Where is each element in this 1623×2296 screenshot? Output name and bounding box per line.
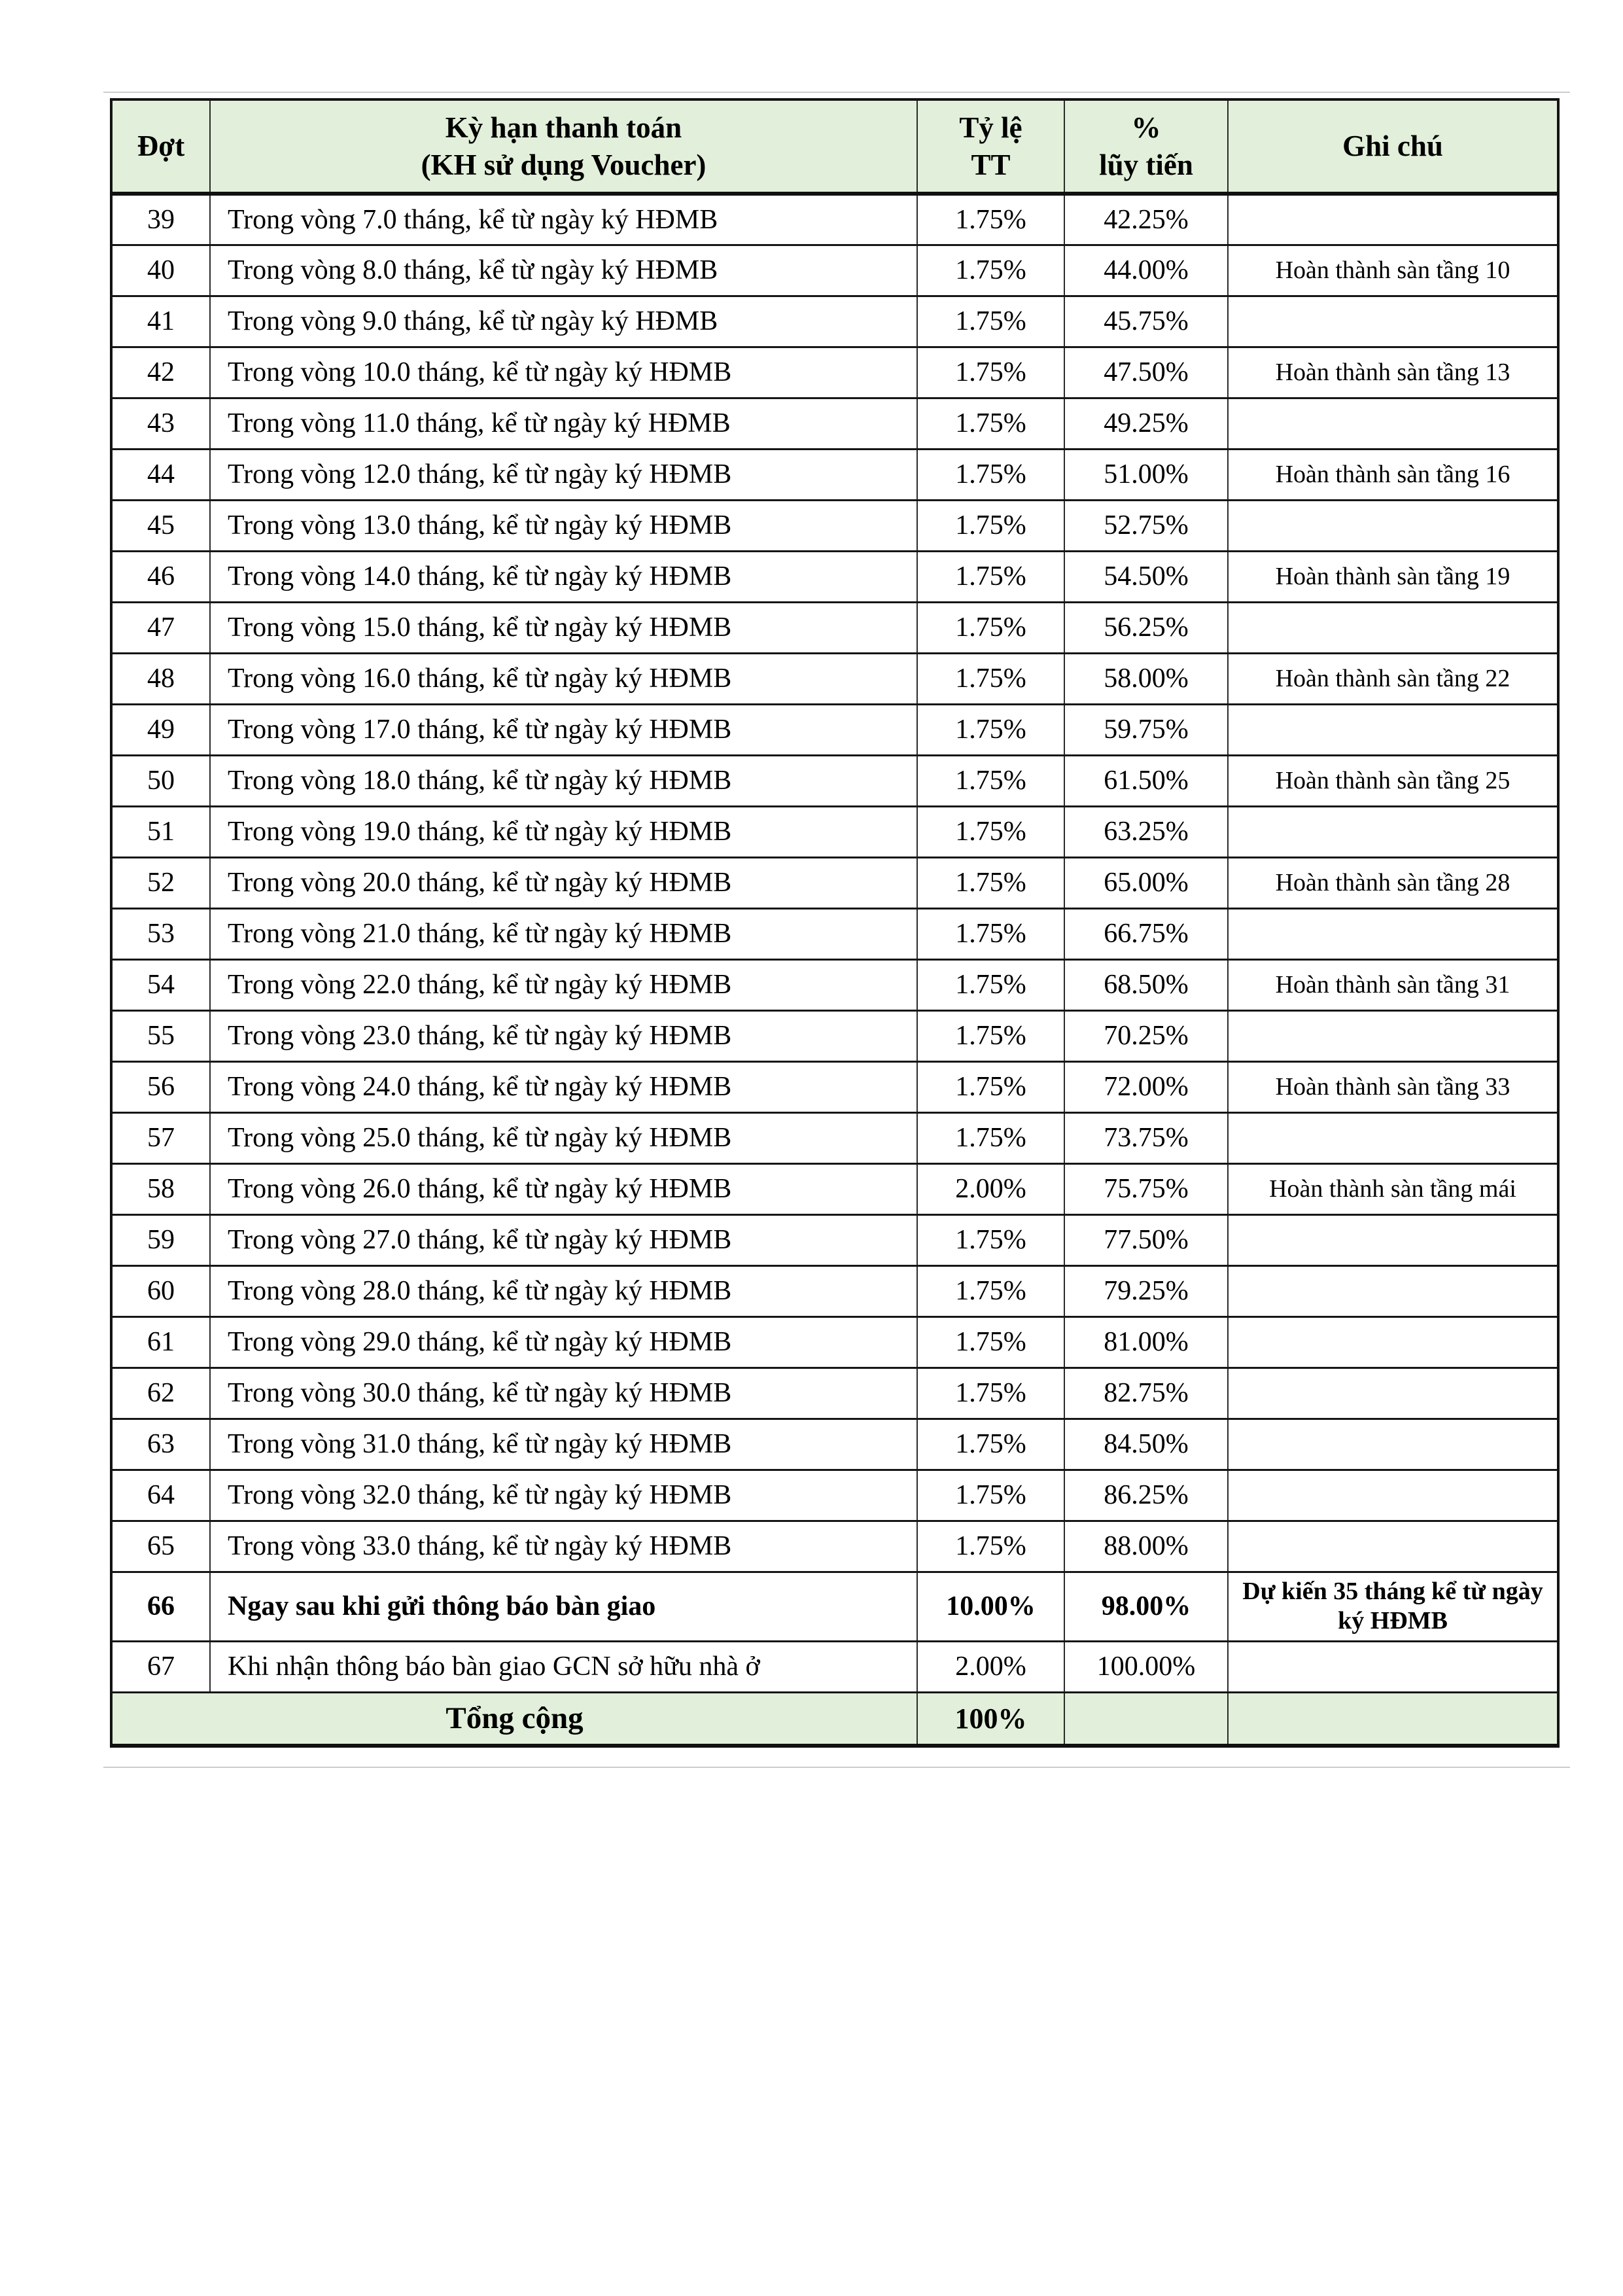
table-row <box>111 347 1558 398</box>
total-row <box>111 1692 1558 1746</box>
row-rate: 1.75% <box>917 347 1064 398</box>
row-dot: 48 <box>111 653 210 704</box>
row-term: Trong vòng 18.0 tháng, kể từ ngày ký HĐMB <box>210 755 917 806</box>
row-note <box>1228 704 1558 755</box>
row-term: Trong vòng 30.0 tháng, kể từ ngày ký HĐMB <box>210 1368 917 1419</box>
total-cumulative <box>1064 1692 1228 1746</box>
row-cumulative: 65.00% <box>1064 857 1228 908</box>
row-rate: 1.75% <box>917 1214 1064 1265</box>
row-term: Trong vòng 19.0 tháng, kể từ ngày ký HĐMB <box>210 806 917 857</box>
row-term: Trong vòng 26.0 tháng, kể từ ngày ký HĐMB <box>210 1163 917 1214</box>
row-cumulative: 84.50% <box>1064 1419 1228 1470</box>
col-header-term-line2: (KH sử dụng Voucher) <box>421 148 707 181</box>
col-header-dot <box>111 99 210 194</box>
row-dot: 44 <box>111 449 210 500</box>
table-row <box>111 959 1558 1010</box>
row-cumulative: 58.00% <box>1064 653 1228 704</box>
row-dot: 42 <box>111 347 210 398</box>
row-cumulative: 86.25% <box>1064 1470 1228 1521</box>
faint-gridline-top <box>103 92 1570 93</box>
total-note <box>1228 1692 1558 1746</box>
row-dot: 50 <box>111 755 210 806</box>
row-cumulative: 49.25% <box>1064 398 1228 449</box>
row-cumulative: 100.00% <box>1064 1641 1228 1692</box>
row-cumulative: 56.25% <box>1064 602 1228 653</box>
row-note <box>1228 602 1558 653</box>
row-term: Trong vòng 28.0 tháng, kể từ ngày ký HĐMB <box>210 1265 917 1316</box>
row-note <box>1228 1316 1558 1368</box>
row-note <box>1228 1419 1558 1470</box>
col-header-term-line1: Kỳ hạn thanh toán <box>445 111 682 145</box>
row-term: Trong vòng 17.0 tháng, kể từ ngày ký HĐMB <box>210 704 917 755</box>
col-header-cumulative <box>1064 99 1228 194</box>
row-rate: 1.75% <box>917 908 1064 959</box>
row-term: Trong vòng 25.0 tháng, kể từ ngày ký HĐMB <box>210 1112 917 1163</box>
col-header-cumulative-line1: % <box>1131 111 1161 145</box>
row-rate: 1.75% <box>917 1521 1064 1572</box>
row-note <box>1228 908 1558 959</box>
table-row <box>111 1265 1558 1316</box>
table-body <box>111 194 1558 1692</box>
col-header-cumulative-line2: lũy tiến <box>1099 148 1193 181</box>
table-row <box>111 755 1558 806</box>
row-term: Khi nhận thông báo bàn giao GCN sở hữu nhà ở <box>210 1641 917 1692</box>
row-term: Trong vòng 15.0 tháng, kể từ ngày ký HĐMB <box>210 602 917 653</box>
table-footer <box>111 1692 1558 1746</box>
row-term: Trong vòng 20.0 tháng, kể từ ngày ký HĐMB <box>210 857 917 908</box>
row-note: Hoàn thành sàn tầng 19 <box>1228 551 1558 602</box>
total-label: Tổng cộng <box>111 1692 917 1746</box>
row-rate: 1.75% <box>917 1265 1064 1316</box>
col-header-note <box>1228 99 1558 194</box>
row-note <box>1228 398 1558 449</box>
row-dot: 59 <box>111 1214 210 1265</box>
row-dot: 49 <box>111 704 210 755</box>
row-dot: 40 <box>111 245 210 296</box>
row-note: Hoàn thành sàn tầng 13 <box>1228 347 1558 398</box>
total-rate: 100% <box>917 1692 1064 1746</box>
row-note <box>1228 500 1558 551</box>
row-dot: 46 <box>111 551 210 602</box>
table-row <box>111 857 1558 908</box>
row-rate: 1.75% <box>917 245 1064 296</box>
row-term: Trong vòng 8.0 tháng, kể từ ngày ký HĐMB <box>210 245 917 296</box>
row-note: Hoàn thành sàn tầng 28 <box>1228 857 1558 908</box>
table-row <box>111 551 1558 602</box>
table-row <box>111 1368 1558 1419</box>
row-dot: 61 <box>111 1316 210 1368</box>
row-rate: 1.75% <box>917 1061 1064 1112</box>
table-row <box>111 1112 1558 1163</box>
table-row <box>111 1641 1558 1692</box>
row-rate: 1.75% <box>917 1112 1064 1163</box>
row-rate: 1.75% <box>917 500 1064 551</box>
row-dot: 62 <box>111 1368 210 1419</box>
row-term: Trong vòng 31.0 tháng, kể từ ngày ký HĐMB <box>210 1419 917 1470</box>
row-cumulative: 68.50% <box>1064 959 1228 1010</box>
col-header-term <box>210 99 917 194</box>
row-rate: 1.75% <box>917 551 1064 602</box>
row-note <box>1228 1010 1558 1061</box>
row-dot: 43 <box>111 398 210 449</box>
row-rate: 1.75% <box>917 296 1064 347</box>
header-row <box>111 99 1558 194</box>
row-dot: 53 <box>111 908 210 959</box>
row-cumulative: 70.25% <box>1064 1010 1228 1061</box>
row-note <box>1228 1470 1558 1521</box>
col-header-dot-label: Đợt <box>137 130 185 163</box>
row-note: Hoàn thành sàn tầng 33 <box>1228 1061 1558 1112</box>
table-row <box>111 704 1558 755</box>
row-dot: 54 <box>111 959 210 1010</box>
row-cumulative: 81.00% <box>1064 1316 1228 1368</box>
row-dot: 39 <box>111 194 210 245</box>
table-header <box>111 99 1558 194</box>
row-cumulative: 61.50% <box>1064 755 1228 806</box>
row-note <box>1228 1112 1558 1163</box>
row-cumulative: 45.75% <box>1064 296 1228 347</box>
table-row <box>111 1010 1558 1061</box>
row-term: Trong vòng 29.0 tháng, kể từ ngày ký HĐMB <box>210 1316 917 1368</box>
row-dot: 60 <box>111 1265 210 1316</box>
row-term: Trong vòng 16.0 tháng, kể từ ngày ký HĐMB <box>210 653 917 704</box>
row-rate: 2.00% <box>917 1163 1064 1214</box>
col-header-rate <box>917 99 1064 194</box>
row-note <box>1228 1265 1558 1316</box>
row-rate: 1.75% <box>917 704 1064 755</box>
table-row <box>111 602 1558 653</box>
row-term: Trong vòng 13.0 tháng, kể từ ngày ký HĐMB <box>210 500 917 551</box>
row-rate: 1.75% <box>917 602 1064 653</box>
row-cumulative: 59.75% <box>1064 704 1228 755</box>
table-row <box>111 398 1558 449</box>
row-term: Trong vòng 24.0 tháng, kể từ ngày ký HĐMB <box>210 1061 917 1112</box>
row-rate: 1.75% <box>917 653 1064 704</box>
col-header-rate-line2: TT <box>971 148 1011 181</box>
row-rate: 1.75% <box>917 1010 1064 1061</box>
row-cumulative: 82.75% <box>1064 1368 1228 1419</box>
table-row <box>111 1521 1558 1572</box>
table-row <box>111 908 1558 959</box>
table-row <box>111 806 1558 857</box>
row-note <box>1228 1521 1558 1572</box>
row-note <box>1228 1641 1558 1692</box>
row-rate: 1.75% <box>917 1316 1064 1368</box>
row-dot: 56 <box>111 1061 210 1112</box>
row-note <box>1228 194 1558 245</box>
row-cumulative: 72.00% <box>1064 1061 1228 1112</box>
row-note <box>1228 296 1558 347</box>
row-rate: 1.75% <box>917 1470 1064 1521</box>
row-cumulative: 44.00% <box>1064 245 1228 296</box>
row-cumulative: 47.50% <box>1064 347 1228 398</box>
row-term: Trong vòng 27.0 tháng, kể từ ngày ký HĐMB <box>210 1214 917 1265</box>
payment-schedule-table <box>110 98 1560 1748</box>
row-cumulative: 98.00% <box>1064 1572 1228 1641</box>
row-cumulative: 63.25% <box>1064 806 1228 857</box>
row-dot: 51 <box>111 806 210 857</box>
row-rate: 1.75% <box>917 857 1064 908</box>
table-row <box>111 653 1558 704</box>
row-rate: 1.75% <box>917 398 1064 449</box>
row-cumulative: 75.75% <box>1064 1163 1228 1214</box>
row-term: Trong vòng 9.0 tháng, kể từ ngày ký HĐMB <box>210 296 917 347</box>
row-rate: 1.75% <box>917 806 1064 857</box>
row-term: Trong vòng 21.0 tháng, kể từ ngày ký HĐMB <box>210 908 917 959</box>
row-note <box>1228 1368 1558 1419</box>
row-dot: 66 <box>111 1572 210 1641</box>
row-note: Hoàn thành sàn tầng 16 <box>1228 449 1558 500</box>
row-cumulative: 42.25% <box>1064 194 1228 245</box>
row-rate: 2.00% <box>917 1641 1064 1692</box>
faint-gridline-bottom <box>103 1767 1570 1768</box>
row-dot: 57 <box>111 1112 210 1163</box>
row-term: Trong vòng 10.0 tháng, kể từ ngày ký HĐMB <box>210 347 917 398</box>
row-dot: 67 <box>111 1641 210 1692</box>
row-term: Trong vòng 12.0 tháng, kể từ ngày ký HĐMB <box>210 449 917 500</box>
row-rate: 1.75% <box>917 1368 1064 1419</box>
row-cumulative: 51.00% <box>1064 449 1228 500</box>
table-row <box>111 1470 1558 1521</box>
row-rate: 1.75% <box>917 449 1064 500</box>
table-row <box>111 1572 1558 1641</box>
row-note: Hoàn thành sàn tầng 22 <box>1228 653 1558 704</box>
row-term: Trong vòng 22.0 tháng, kể từ ngày ký HĐMB <box>210 959 917 1010</box>
row-term: Ngay sau khi gửi thông báo bàn giao <box>210 1572 917 1641</box>
row-note: Hoàn thành sàn tầng 25 <box>1228 755 1558 806</box>
table-row <box>111 296 1558 347</box>
row-dot: 64 <box>111 1470 210 1521</box>
row-cumulative: 79.25% <box>1064 1265 1228 1316</box>
row-rate: 10.00% <box>917 1572 1064 1641</box>
row-dot: 47 <box>111 602 210 653</box>
col-header-rate-line1: Tỷ lệ <box>959 111 1022 145</box>
row-term: Trong vòng 14.0 tháng, kể từ ngày ký HĐMB <box>210 551 917 602</box>
row-cumulative: 52.75% <box>1064 500 1228 551</box>
row-note: Hoàn thành sàn tầng 31 <box>1228 959 1558 1010</box>
row-note: Dự kiến 35 tháng kể từ ngày ký HĐMB <box>1228 1572 1558 1641</box>
row-term: Trong vòng 32.0 tháng, kể từ ngày ký HĐMB <box>210 1470 917 1521</box>
row-term: Trong vòng 33.0 tháng, kể từ ngày ký HĐMB <box>210 1521 917 1572</box>
table-row <box>111 194 1558 245</box>
row-rate: 1.75% <box>917 959 1064 1010</box>
table-row <box>111 245 1558 296</box>
row-term: Trong vòng 11.0 tháng, kể từ ngày ký HĐMB <box>210 398 917 449</box>
row-rate: 1.75% <box>917 194 1064 245</box>
row-note <box>1228 1214 1558 1265</box>
row-dot: 41 <box>111 296 210 347</box>
table-row <box>111 449 1558 500</box>
row-note: Hoàn thành sàn tầng mái <box>1228 1163 1558 1214</box>
row-cumulative: 88.00% <box>1064 1521 1228 1572</box>
table-row <box>111 1214 1558 1265</box>
col-header-note-label: Ghi chú <box>1342 130 1443 163</box>
row-dot: 45 <box>111 500 210 551</box>
row-rate: 1.75% <box>917 1419 1064 1470</box>
row-cumulative: 66.75% <box>1064 908 1228 959</box>
row-dot: 63 <box>111 1419 210 1470</box>
row-cumulative: 54.50% <box>1064 551 1228 602</box>
row-dot: 58 <box>111 1163 210 1214</box>
table-row <box>111 500 1558 551</box>
row-term: Trong vòng 7.0 tháng, kể từ ngày ký HĐMB <box>210 194 917 245</box>
row-rate: 1.75% <box>917 755 1064 806</box>
row-dot: 55 <box>111 1010 210 1061</box>
table-row <box>111 1163 1558 1214</box>
row-note <box>1228 806 1558 857</box>
table-row <box>111 1316 1558 1368</box>
table-row <box>111 1419 1558 1470</box>
row-note: Hoàn thành sàn tầng 10 <box>1228 245 1558 296</box>
row-dot: 65 <box>111 1521 210 1572</box>
row-term: Trong vòng 23.0 tháng, kể từ ngày ký HĐMB <box>210 1010 917 1061</box>
table-row <box>111 1061 1558 1112</box>
row-cumulative: 73.75% <box>1064 1112 1228 1163</box>
row-dot: 52 <box>111 857 210 908</box>
row-cumulative: 77.50% <box>1064 1214 1228 1265</box>
